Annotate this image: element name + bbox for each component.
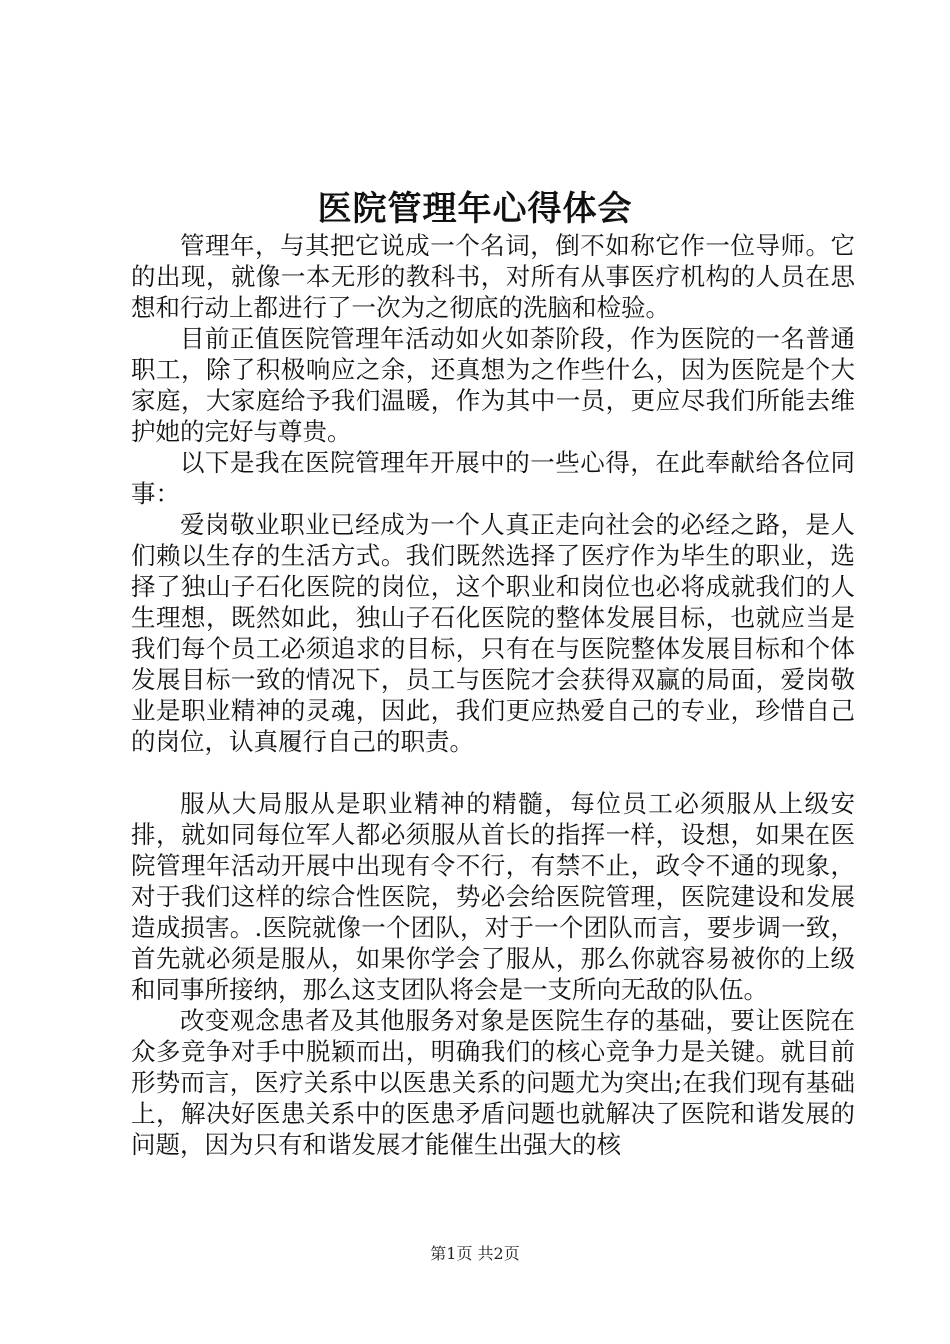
paragraph-current-stage: 目前正值医院管理年活动如火如荼阶段，作为医院的一名普通职工，除了积极响应之余，还真想为之作些什么，因为医院是个大家庭，大家庭给予我们温暖，作为其中一员，更应尽我们所能去维护她的完好与尊贵。 <box>131 324 855 446</box>
page-number-footer: 第1页 共2页 <box>430 1244 520 1263</box>
paragraph-obedience: 服从大局服从是职业精神的精髓，每位员工必须服从上级安排，就如同每位军人都必须服从首长的指挥一样，设想，如果在医院管理年活动开展中出现有令不行，有禁不止，政令不通的现象，对于我们这样的综合性医院，势必会给医院管理，医院建设和发展造成损害。.医院就像一个团队，对于一个团队而言，要步调一致，首先就必须是服从，如果你学会了服从，那么你就容易被你的上级和同事所接纳，那么这支团队将会是一支所向无敌的队伍。 <box>131 789 855 1004</box>
paragraph-dedication: 爱岗敬业职业已经成为一个人真正走向社会的必经之路，是人们赖以生存的生活方式。我们既然选择了医疗作为毕生的职业，选择了独山子石化医院的岗位，这个职业和岗位也必将成就我们的人生理想，既然如此，独山子石化医院的整体发展目标，也就应当是我们每个员工必须追求的目标，只有在与医院整体发展目标和个体发展目标一致的情况下，员工与医院才会获得双赢的局面，爱岗敬业是职业精神的灵魂，因此，我们更应热爱自己的专业，珍惜自己的岗位，认真履行自己的职责。 <box>131 510 855 756</box>
document-title: 医院管理年心得体会 <box>317 189 633 229</box>
paragraph-intro: 管理年，与其把它说成一个名词，倒不如称它作一位导师。它的出现，就像一本无形的教科书，对所有从事医疗机构的人员在思想和行动上都进行了一次为之彻底的洗脑和检验。 <box>131 231 855 322</box>
document-body <box>131 230 855 1160</box>
paragraph-change-concept: 改变观念患者及其他服务对象是医院生存的基础，要让医院在众多竞争对手中脱颖而出，明确我们的核心竞争力是关键。就目前形势而言，医疗关系中以医患关系的问题尤为突出;在我们现有基础上，解决好医患关系中的医患矛盾问题也就解决了医院和谐发展的问题，因为只有和谐发展才能催生出强大的核 <box>131 1006 855 1159</box>
paragraph-preface: 以下是我在医院管理年开展中的一些心得，在此奉献给各位同事： <box>131 448 855 508</box>
